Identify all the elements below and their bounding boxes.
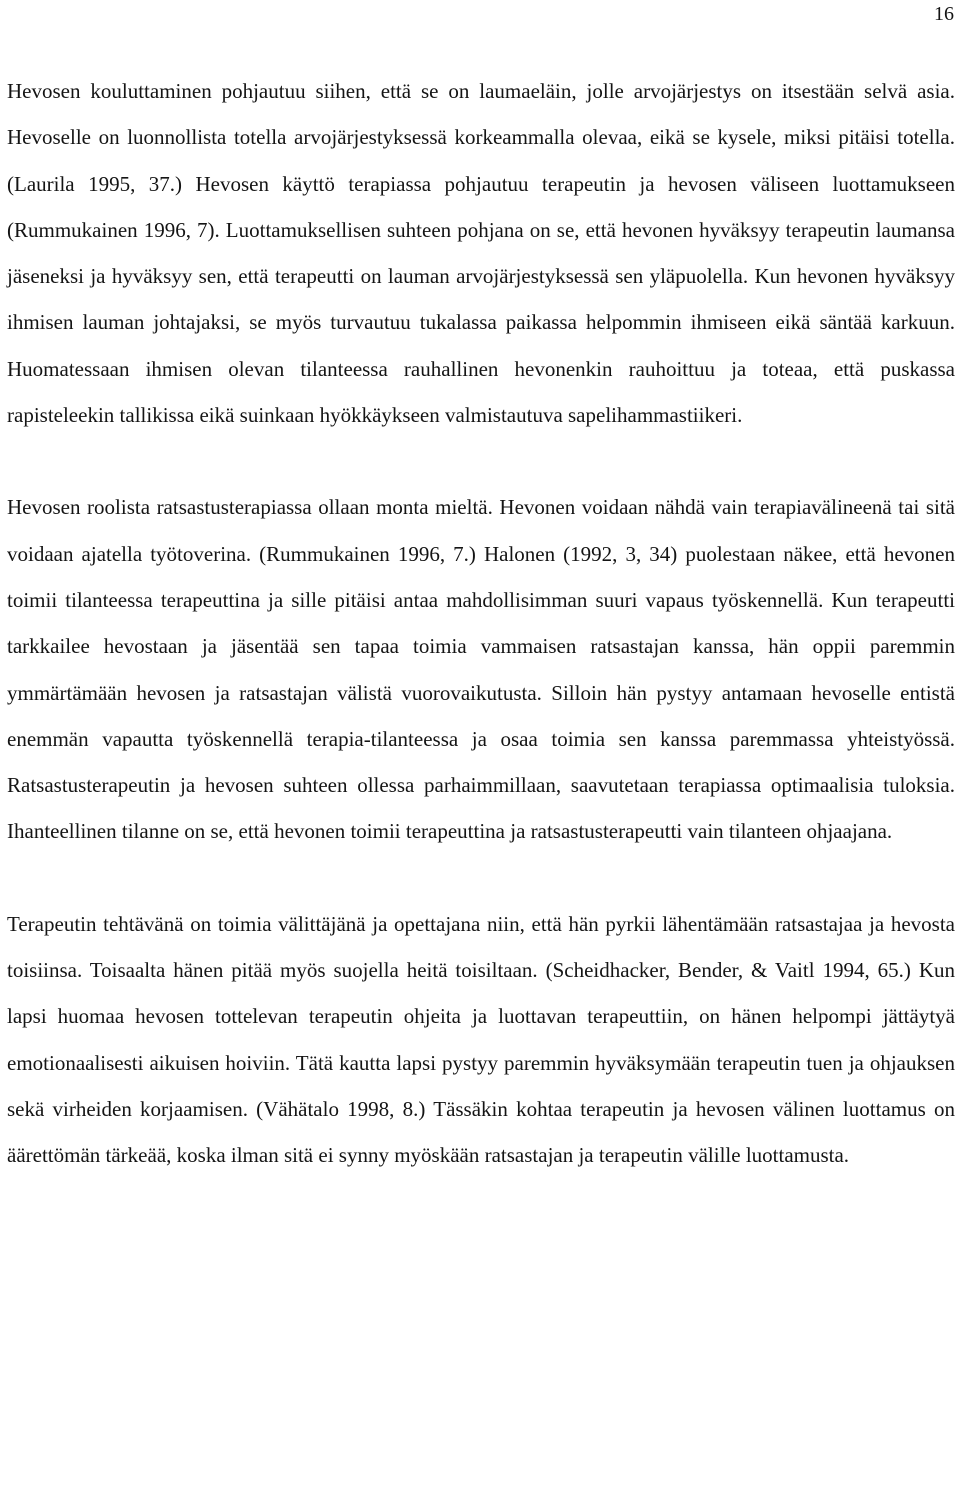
paragraph-horse-training: Hevosen kouluttaminen pohjautuu siihen, että se on laumaeläin, jolle arvojärjestys on itsestään selvä asia. Hevoselle on luonnollista totella arvojärjestyksessä korkeammalla olevaa, eikä se kysele, miksi pitäisi totella. (Laurila 1995, 37.) Hevosen käyttö terapiassa pohjautuu terapeutin ja hevosen väliseen luottamukseen (Rummukainen 1996, 7). Luottamuksellisen suhteen pohjana on se, että hevonen hyväksyy terapeutin laumansa jäseneksi ja hyväksyy sen, että terapeutti on lauman arvojärjestyksessä sen yläpuolella. Kun hevonen hyväksyy ihmisen lauman johtajaksi, se myös turvautuu tukalassa paikassa helpommin ihmiseen eikä säntää karkuun. Huomatessaan ihmisen olevan tilanteessa rauhallinen hevonenkin rauhoittuu ja toteaa, että puskassa rapisteleekin tallikissa eikä suinkaan hyökkäykseen valmistautuva sapelihammastiikeri. bbox=[7, 79, 955, 428]
paragraph-spacer bbox=[7, 438, 955, 484]
paragraph-spacer bbox=[7, 855, 955, 901]
document-body bbox=[7, 68, 955, 1179]
page-number: 16 bbox=[934, 3, 954, 25]
paragraph-horse-role: Hevosen roolista ratsastusterapiassa ollaan monta mieltä. Hevonen voidaan nähdä vain terapiavälineenä tai sitä voidaan ajatella työtoverina. (Rummukainen 1996, 7.) Halonen (1992, 3, 34) puolestaan näkee, että hevonen toimii tilanteessa terapeuttina ja sille pitäisi antaa mahdollisimman suuri vapaus työskennellä. Kun terapeutti tarkkailee hevostaan ja jäsentää sen tapaa toimia vammaisen ratsastajan kanssa, hän oppii paremmin ymmärtämään hevosen ja ratsastajan välistä vuorovaikutusta. Silloin hän pystyy antamaan hevoselle entistä enemmän vapautta työskennellä terapia-tilanteessa ja osaa toimia sen kanssa paremmassa yhteistyössä. Ratsastusterapeutin ja hevosen suhteen ollessa parhaimmillaan, saavutetaan terapiassa optimaalisia tuloksia. Ihanteellinen tilanne on se, että hevonen toimii terapeuttina ja ratsastusterapeutti vain tilanteen ohjaajana. bbox=[7, 495, 955, 844]
paragraph-therapist-task: Terapeutin tehtävänä on toimia välittäjänä ja opettajana niin, että hän pyrkii lähentämään ratsastajaa ja hevosta toisiinsa. Toisaalta hänen pitää myös suojella heitä toisiltaan. (Scheidhacker, Bender, & Vaitl 1994, 65.) Kun lapsi huomaa hevosen tottelevan terapeutin ohjeita ja luottavan terapeuttiin, on hänen helpompi jättäytyä emotionaalisesti aikuisen hoiviin. Tätä kautta lapsi pystyy paremmin hyväksymään terapeutin tuen ja ohjauksen sekä virheiden korjaamisen. (Vähätalo 1998, 8.) Tässäkin kohtaa terapeutin ja hevosen välinen luottamus on äärettömän tärkeää, koska ilman sitä ei synny myöskään ratsastajan ja terapeutin välille luottamusta. bbox=[7, 911, 955, 1168]
